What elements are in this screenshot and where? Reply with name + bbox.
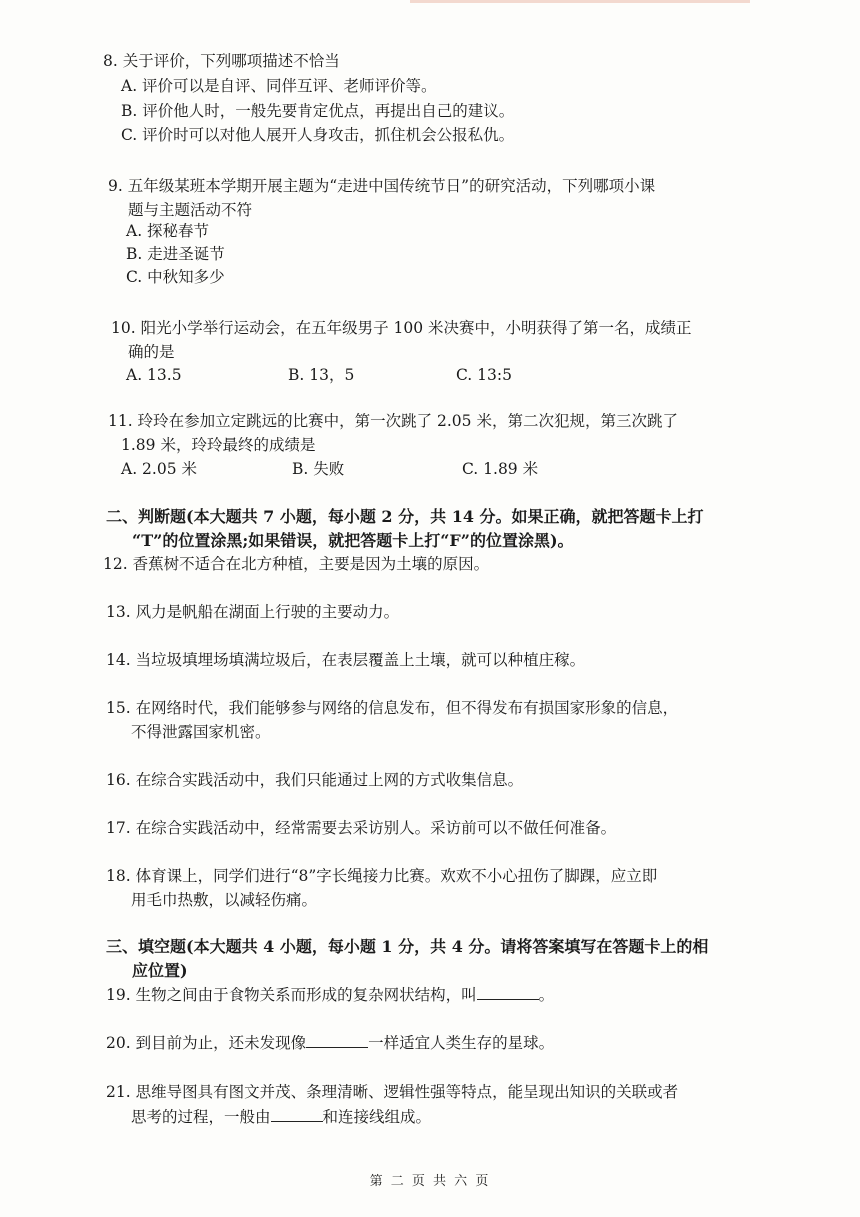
question-8-option-a: A. 评价可以是自评、同伴互评、老师评价等。	[121, 77, 437, 95]
question-18-line1: 18. 体育课上，同学们进行“8”字长绳接力比赛。欢欢不小心扭伤了脚踝，应立即	[106, 867, 658, 885]
question-10-option-a: A. 13.5	[126, 366, 182, 384]
question-10-stem-line1: 10. 阳光小学举行运动会，在五年级男子 100 米决赛中，小明获得了第一名，成绩正	[111, 319, 692, 337]
question-9-stem-line2: 题与主题活动不符	[128, 201, 253, 219]
question-19-blank[interactable]	[477, 985, 539, 1000]
section-3-heading-line2: 应位置)	[132, 961, 188, 980]
question-13: 13. 风力是帆船在湖面上行驶的主要动力。	[106, 603, 400, 621]
question-21-line1: 21. 思维导图具有图文并茂、条理清晰、逻辑性强等特点，能呈现出知识的关联或者	[106, 1083, 679, 1101]
question-20-text: 20. 到目前为止，还未发现像	[106, 1034, 307, 1052]
section-2-heading-line1: 二、判断题(本大题共 7 小题，每小题 2 分，共 14 分。如果正确，就把答题卡上打	[106, 507, 704, 526]
question-12: 12. 香蕉树不适合在北方种植，主要是因为土壤的原因。	[103, 555, 490, 573]
question-9-option-c: C. 中秋知多少	[126, 268, 225, 286]
question-21-tail: 和连接线组成。	[322, 1108, 432, 1126]
question-19	[106, 984, 554, 1006]
section-2-heading-line2: “T”的位置涂黑;如果错误，就把答题卡上打“F”的位置涂黑)。	[132, 531, 574, 550]
question-11-option-a: A. 2.05 米	[121, 460, 197, 478]
question-10-option-b: B. 13，5	[288, 366, 355, 384]
question-11-stem-line1: 11. 玲玲在参加立定跳远的比赛中，第一次跳了 2.05 米，第二次犯规，第三次跳了	[108, 412, 678, 430]
question-11-option-b: B. 失败	[292, 460, 345, 478]
question-21-text: 思考的过程，一般由	[131, 1108, 271, 1126]
question-9-option-a: A. 探秘春节	[126, 222, 210, 240]
question-11-stem-line2: 1.89 米，玲玲最终的成绩是	[121, 436, 316, 454]
question-10-option-c: C. 13:5	[456, 366, 512, 384]
section-3-heading-line1: 三、填空题(本大题共 4 小题，每小题 1 分，共 4 分。请将答案填写在答题卡上的相	[106, 937, 709, 956]
question-10-options	[0, 364, 860, 386]
question-15-line2: 不得泄露国家机密。	[131, 723, 271, 741]
question-20-blank[interactable]	[306, 1033, 368, 1048]
question-15-line1: 15. 在网络时代，我们能够参与网络的信息发布，但不得发布有损国家形象的信息，	[106, 699, 679, 717]
question-11-options	[0, 458, 860, 480]
question-16: 16. 在综合实践活动中，我们只能通过上网的方式收集信息。	[106, 771, 524, 789]
question-8-option-c: C. 评价时可以对他人展开人身攻击，抓住机会公报私仇。	[121, 126, 515, 144]
question-8-stem: 8. 关于评价，下列哪项描述不恰当	[103, 52, 340, 70]
scan-edge-mark	[410, 0, 750, 3]
question-9-stem-line1: 9. 五年级某班本学期开展主题为“走进中国传统节日”的研究活动，下列哪项小课	[108, 177, 656, 195]
question-9-option-b: B. 走进圣诞节	[126, 245, 225, 263]
question-14: 14. 当垃圾填埋场填满垃圾后，在表层覆盖上土壤，就可以种植庄稼。	[106, 651, 586, 669]
question-17: 17. 在综合实践活动中，经常需要去采访别人。采访前可以不做任何准备。	[106, 819, 617, 837]
page-footer: 第 二 页 共 六 页	[369, 1174, 491, 1189]
question-19-text: 19. 生物之间由于食物关系而形成的复杂网状结构，叫	[106, 986, 477, 1004]
question-18-line2: 用毛巾热敷，以减轻伤痛。	[131, 891, 318, 909]
question-11-option-c: C. 1.89 米	[462, 460, 539, 478]
question-21-blank[interactable]	[271, 1107, 323, 1122]
question-20	[106, 1032, 554, 1054]
question-10-stem-line2: 确的是	[128, 343, 175, 361]
question-19-tail: 。	[538, 986, 555, 1004]
question-21-line2	[131, 1106, 431, 1128]
question-8-option-b: B. 评价他人时，一般先要肯定优点，再提出自己的建议。	[121, 102, 515, 120]
question-20-tail: 一样适宜人类生存的星球。	[368, 1034, 555, 1052]
